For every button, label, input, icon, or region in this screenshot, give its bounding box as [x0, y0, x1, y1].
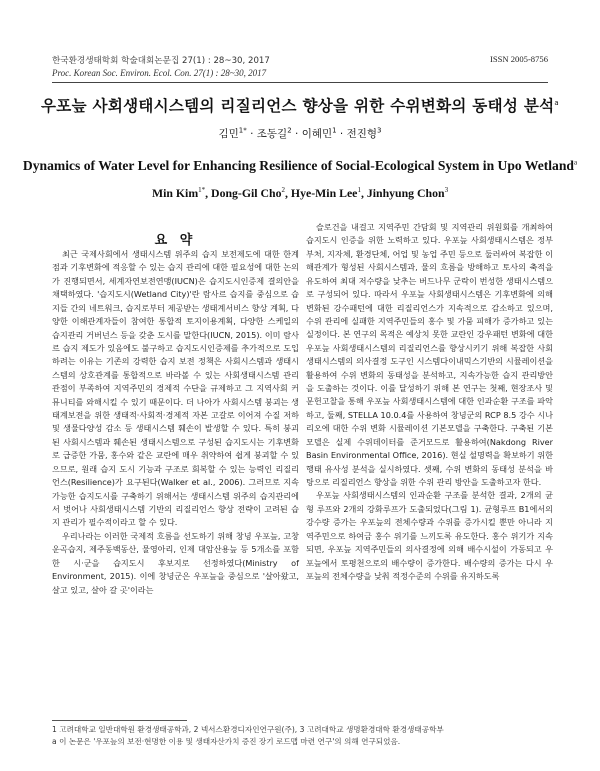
author-name-en: Jinhyung Chon [366, 186, 445, 200]
body-paragraph: 최근 국제사회에서 생태시스템 위주의 습지 보전제도에 대한 한계점과 기후변화에 적응할 수 있는 습지 관리에 대한 필요성에 대한 논의가 진행되면서, 세계자연보전연맹(IUCN)은 습지도시인증제 결의안을 채택하였다. '습지도시(Wetland City)'란 람사르 습지를 중심으로 습지들 간의 네트워크, 습지로부터 제공받는 생태계서비스 향상 계획, 다양한 이해관계자들이 참여한 통합적 토지이용계획, 다양한 스케일의 습지관리 거버넌스 등을 갖춘 도시를 말한다(IUCN, 2015). 이미 람사르 습지 제도가 있음에도 불구하고 습지도시인증제를 추가적으로 도입하려는 이유는 기존의 강력한 습지 보전 정책은 사회시스템과 생태시스템의 상호관계를 통합적으로 바라볼 수 있는 사회생태시스템 관리 관점이 부족하여 지역주민의 경제적 수단을 규제하고 그 지역사회 커뮤니티를 와해시킬 수 있기 때문이다. 더 나아가 사회시스템 붕괴는 생태계보전을 위한 생태적·사회적·경제적 자본 고갈로 이어져 수질 저하 및 생물다양성 감소 등 생태시스템 훼손이 발생할 수 있다. 특히 붕괴된 사회시스템과 훼손된 생태시스템으로 구성된 습지도시는 기후변화로 급증한 가뭄, 홍수와 같은 교란에 매우 취약하여 쉽게 붕괴할 수 있으므로, 원래 습지 도시 기능과 구조로 회복할 수 있는 능력인 리질리언스(Resilience)가 요구된다(Walker et al., 2006). 그러므로 지속가능한 습지도시를 구축하기 위해서는 생태시스템 위주의 습지관리에서 벗어나 사회생태시스템 기반의 리질리언스 향상 전략이 고려된 습지 관리가 필수적이라고 할 수 있다. [52, 249, 299, 528]
author-affiliation-mark: 2 [281, 186, 286, 195]
author-name-en: Hye-Min Lee [290, 186, 358, 200]
author-affiliation-mark: 1 [332, 126, 337, 135]
author-name-ko: 이혜민 [301, 128, 333, 140]
author-affiliation-mark: 1* [198, 186, 206, 195]
title-english-text: Dynamics of Water Level for Enhancing Resilience of Social-Ecological System in Upo Wetland [22, 158, 574, 173]
author-separator: , [360, 186, 367, 200]
title-english [0, 158, 600, 174]
issn-number: ISSN 2005-8756 [489, 54, 548, 64]
body-column-left [52, 248, 299, 597]
author-affiliation-mark: 1 [357, 186, 361, 195]
author-affiliation-mark: 1* [238, 126, 247, 135]
author-name-ko: 조동길 [256, 128, 288, 140]
title-korean [0, 94, 600, 116]
author-name-en: Dong-Gil Cho [211, 186, 282, 200]
body-column-right [306, 221, 553, 583]
title-korean-text: 우포늪 사회생태시스템의 리질리언스 향상을 위한 수위변화의 동태성 분석 [41, 97, 555, 115]
author-name-en: Min Kim [151, 186, 199, 200]
footnote-affiliations: 1 고려대학교 일반대학원 환경생태공학과, 2 넥서스환경디자인연구원(주), 3 고려대학교 생명환경대학 환경생태공학부 [52, 725, 444, 734]
body-paragraph: 우리나라는 이러한 국제적 흐름을 선도하기 위해 창녕 우포늪, 고창 운곡습지, 제주동백동산, 물영아리, 인제 대암산용늪 등 5개소를 포함한 시·군을 습지도시 후보지로 선정하였다(Ministry of Environment, 2015). 이에 창녕군은 우포늪을 중심으로 '살아왔고, 살고 있고, 살아 갈 곳'이라는 [52, 530, 299, 595]
abstract-heading: 요 약 [154, 233, 197, 248]
author-affiliation-mark: 3 [444, 186, 449, 195]
footnotes [52, 724, 548, 748]
author-separator: · [246, 128, 257, 140]
title-english-footnote-mark: a [573, 158, 578, 167]
authors-english [0, 186, 600, 201]
title-korean-footnote-mark: a [554, 98, 559, 107]
author-affiliation-mark: 2 [287, 126, 292, 135]
author-name-ko: 김민 [218, 128, 239, 140]
body-paragraph: 슬로건을 내걸고 지역주민 간담회 및 지역관리 위원회를 개최하여 습지도시 인증을 위한 노력하고 있다. 우포늪 사회생태시스템은 정부부처, 지자체, 환경단체, 어업 및 농업 주민 등으로 둘러싸여 복잡한 이해관계가 형성된 사회시스템과, 물의 흐름을 방해하고 토사의 축적을 유도하여 최대 저수량을 낮추는 버드나무 군락이 번성한 생태시스템으로 구성되어 있다. 따라서 우포늪 사회생태시스템은 기후변화에 의해 변화된 강수패턴에 대한 리질리언스가 지속적으로 감소하고 있으며, 수위 관리에 실패한 지역주민들의 홍수 및 가뭄 피해가 증가하고 있는 실정이다. 본 연구의 목적은 예상치 못한 교란인 강우패턴 변화에 대한 우포늪 사회생태시스템의 리질리언스를 향상시키기 위해 복잡한 사회생태시스템의 의사결정 도구인 시스템다이내믹스기반의 시뮬레이션을 활용하여 수위 변화의 동태성을 분석하고, 지속가능한 습지 관리방안을 도출하는 것이다. 이를 달성하기 위해 본 연구는 첫째, 현장조사 및 문헌고찰을 통해 우포늪 사회생태시스템에 대한 인과순환 구조를 파악하고, 둘째, STELLA 10.0.4를 사용하여 창녕군의 RCP 8.5 강수 시나리오에 대한 수위 변화 시뮬레이션 기본모델을 구축한다. 구축된 기본모델은 실제 수위데이터를 준거모드로 활용하여(Nakdong River Basin Environmental Office, 2016). 현실 설명력을 확보하기 위한 행태 유사성 분석을 실시하였다. 셋째, 수위 변화의 동태성 분석을 바탕으로 리질리언스 향상을 위한 수위 관리 방안을 도출하고자 한다. [306, 222, 553, 488]
author-affiliation-mark: 3 [377, 126, 382, 135]
header-divider [52, 82, 548, 83]
author-separator: · [336, 128, 347, 140]
footnote-divider [52, 720, 187, 721]
journal-header-en: Proc. Korean Soc. Environ. Ecol. Con. 27(1) : 28~30, 2017 [52, 68, 267, 78]
author-separator: · [291, 128, 302, 140]
author-name-ko: 전진형 [346, 128, 378, 140]
journal-header-ko: 한국환경생태학회 학술대회논문집 27(1) : 28~30, 2017 [52, 56, 270, 66]
author-separator: , [205, 186, 212, 200]
authors-korean [0, 126, 600, 141]
body-paragraph: 우포늪 사회생태시스템의 인과순환 구조를 분석한 결과, 2개의 균형 루프와 2개의 강화루프가 도출되었다(그림 1). 균형루프 B1에서의 강수량 증가는 우포늪의 전체수량과 수위를 증가시킬 뿐만 아니라 지역주민으로 하여금 홍수 위기를 느끼도록 유도한다. 홍수 위기가 지속되면, 우포늪 지역주민들의 의사결정에 의해 배수시설이 가동되고 우포늪에서 토평천으로의 배수량이 증가한다. 배수량의 증가는 다시 우포늪의 전체수량을 낮춰 적정수준의 수위를 유지하도록 [306, 490, 553, 581]
author-separator: , [285, 186, 291, 200]
footnote-funding: a 이 논문은 '우포늪의 보전·현명한 이용 및 생태자산가치 증진 장기 로드맵 마련 연구'의 의해 연구되었음. [52, 737, 401, 746]
